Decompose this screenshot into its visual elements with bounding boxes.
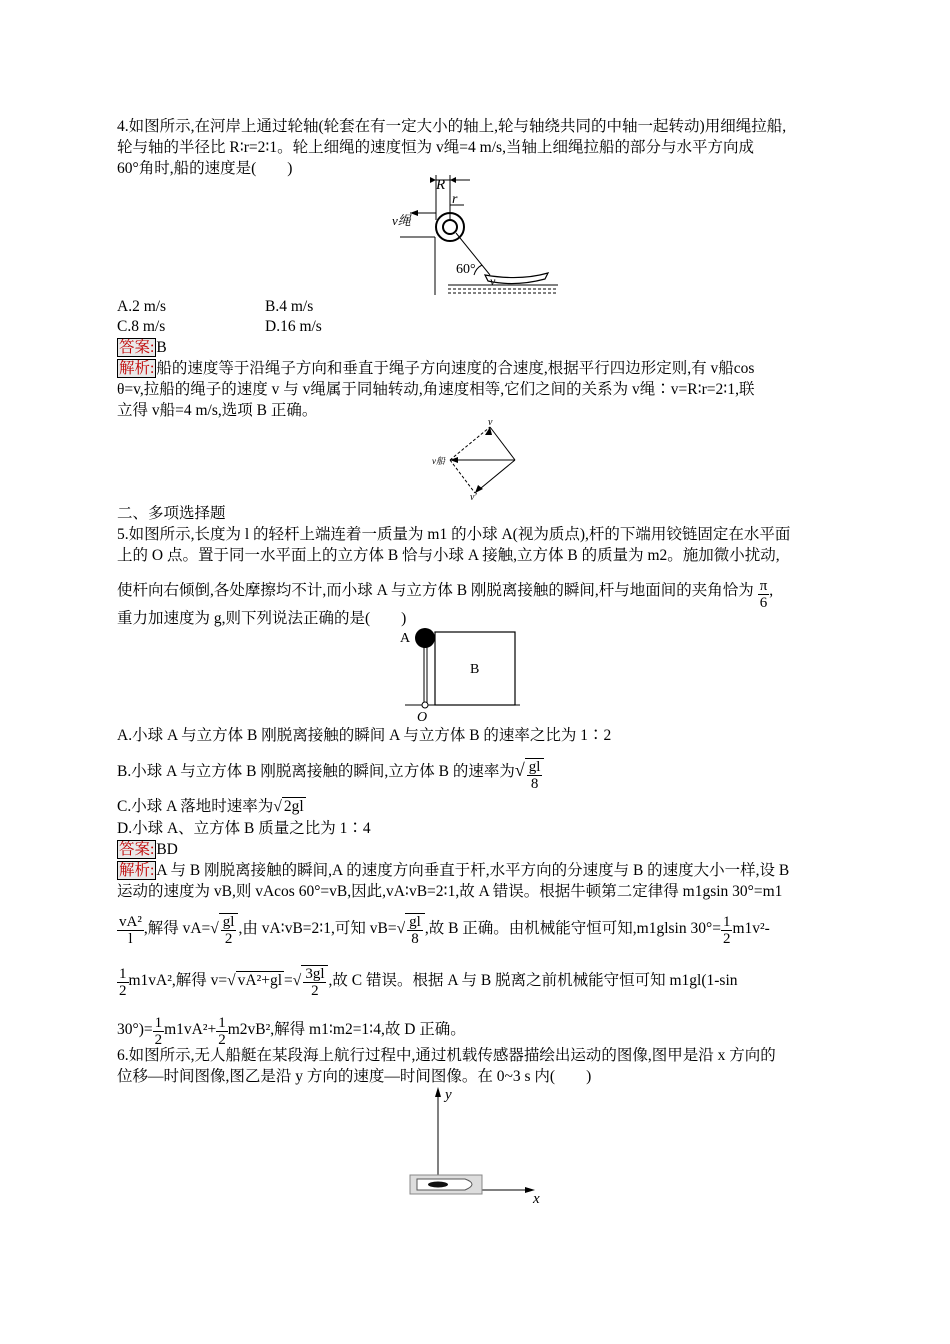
q4-analysis-line3: 立得 v船=4 m/s,选项 B 正确。 xyxy=(117,402,318,419)
q5-rod-cube-figure xyxy=(395,625,525,723)
q5-answer-tag: 答案: xyxy=(119,841,155,858)
q4-vec-v: v xyxy=(488,417,493,428)
q5-option-c[interactable]: C.小球 A 落地时速率为√ 2gl xyxy=(117,798,304,815)
section-heading-multiple-choice: 二、多项选择题 xyxy=(117,505,226,522)
q6-axis-x-label: x xyxy=(533,1191,540,1205)
q4-stem-line3: 60°角时,船的速度是( ) xyxy=(117,160,293,177)
q5-stem-line2: 上的 O 点。置于同一水平面上的立方体 B 恰与小球 A 接触,立方体 B 的质量为 m2。施加微小扰动, xyxy=(117,547,780,564)
q4-option-d[interactable]: D.16 m/s xyxy=(265,318,322,335)
q4-answer-value: B xyxy=(156,339,167,356)
q5-fig-label-b: B xyxy=(470,662,480,677)
q4-stem-line1: 4.如图所示,在河岸上通过轮轴(轮套在有一定大小的轴上,轮与轴绕共同的中轴一起转动)用细绳拉船, xyxy=(117,118,787,135)
q4-vec-vprime: v′ xyxy=(470,492,477,500)
q6-stem-line2: 位移—时间图像,图乙是沿 y 方向的速度—时间图像。在 0~3 s 内( ) xyxy=(117,1068,592,1085)
q5-analysis-line3: $\frac{\text{vA²}}{l}$ ,解得 vA=√ $\frac{gl}{2}$ ,由 vA∶vB=2∶1,可知 vB=√ $\frac{gl}{8}$ ,故 B 正确。由机械能守恒可知,m1glsin 30°= $\frac{1}{2}$ m1v²- xyxy=(119,914,770,947)
q5-fig-label-o: O xyxy=(417,710,428,723)
q4-option-c[interactable]: C.8 m/s xyxy=(117,318,166,335)
q5-option-b[interactable]: B.小球 A 与立方体 B 刚脱离接触的瞬间,立方体 B 的速率为√ $\frac{gl}{8}$ xyxy=(117,758,544,792)
q4-wheel-axle-figure xyxy=(390,175,560,300)
q5-stem-line4: 重力加速度为 g,则下列说法正确的是( ) xyxy=(117,610,407,627)
q4-analysis-tag: 解析: xyxy=(119,360,155,377)
q4-option-b[interactable]: B.4 m/s xyxy=(265,298,314,315)
q4-vec-vboat: v船 xyxy=(432,456,445,466)
q6-boat-axes-figure xyxy=(405,1085,555,1205)
q4-fig-r: r xyxy=(452,192,458,207)
q5-option-d[interactable]: D.小球 A、立方体 B 质量之比为 1∶4 xyxy=(117,820,371,837)
q5-analysis-tag: 解析: xyxy=(119,862,155,879)
q5-analysis-line4: $\frac{1}{2}$ m1vA²,解得 v=√ vA²+gl =√ $\frac{3gl}{2}$ ,故 C 错误。根据 A 与 B 脱离之前机械能守恒可知 m1gl(1-sin xyxy=(119,966,738,999)
q4-fig-v-rope: v绳 xyxy=(392,213,411,228)
q5-analysis-line1: 解析: A 与 B 刚脱离接触的瞬间,A 的速度方向垂直于杆,水平方向的分速度与 B 的速度大小一样,设 B xyxy=(119,862,790,879)
q5-option-a[interactable]: A.小球 A 与立方体 B 刚脱离接触的瞬间 A 与立方体 B 的速率之比为 1∶2 xyxy=(117,727,612,744)
q4-stem-line2: 轮与轴的半径比 R∶r=2∶1。轮上细绳的速度恒为 v绳=4 m/s,当轴上细绳拉船的部分与水平方向成 xyxy=(117,139,754,156)
q4-fig-R: R xyxy=(436,177,446,193)
q4-vector-diagram xyxy=(430,415,530,500)
q4-analysis-line1: 解析: 船的速度等于沿绳子方向和垂直于绳子方向速度的合速度,根据平行四边形定则,有 v船cos xyxy=(119,360,755,377)
q5-fig-label-a: A xyxy=(400,631,411,646)
q4-analysis-line2: θ=v,拉船的绳子的速度 v 与 v绳属于同轴转动,角速度相等,它们之间的关系为 v绳∶v=R∶r=2∶1,联 xyxy=(117,381,755,398)
q5-analysis-line2: 运动的速度为 vB,则 vAcos 60°=vB,因此,vA∶vB=2∶1,故 A 错误。根据牛顿第二定律得 m1gsin 30°=m1 xyxy=(117,883,783,900)
q5-angle-fraction: $\frac{\pi}{6}$ xyxy=(759,578,768,611)
q5-answer xyxy=(117,841,178,859)
q5-answer-value: BD xyxy=(156,841,178,858)
q6-stem-line1: 6.如图所示,无人船艇在某段海上航行过程中,通过机载传感器描绘出运动的图像,图甲是沿 x 方向的 xyxy=(117,1047,776,1064)
q4-answer xyxy=(117,339,167,357)
q5-analysis-line5: 30°)= $\frac{1}{2}$ m1vA²+ $\frac{1}{2}$ m2vB²,解得 m1∶m2=1∶4,故 D 正确。 xyxy=(117,1015,466,1048)
q4-fig-angle: 60° xyxy=(456,262,476,277)
q4-fig-boat-v: v xyxy=(490,274,496,288)
q6-axis-y-label: y xyxy=(445,1087,452,1103)
q5-stem-line1: 5.如图所示,长度为 l 的轻杆上端连着一质量为 m1 的小球 A(视为质点),杆的下端用铰链固定在水平面 xyxy=(117,526,791,543)
q4-option-a[interactable]: A.2 m/s xyxy=(117,298,167,315)
q4-answer-tag: 答案: xyxy=(119,339,155,356)
q5-stem-line3: 使杆向右倾倒,各处摩擦均不计,而小球 A 与立方体 B 刚脱离接触的瞬间,杆与地面间的夹角恰为 $\frac{\pi}{6}$ , xyxy=(117,578,774,611)
